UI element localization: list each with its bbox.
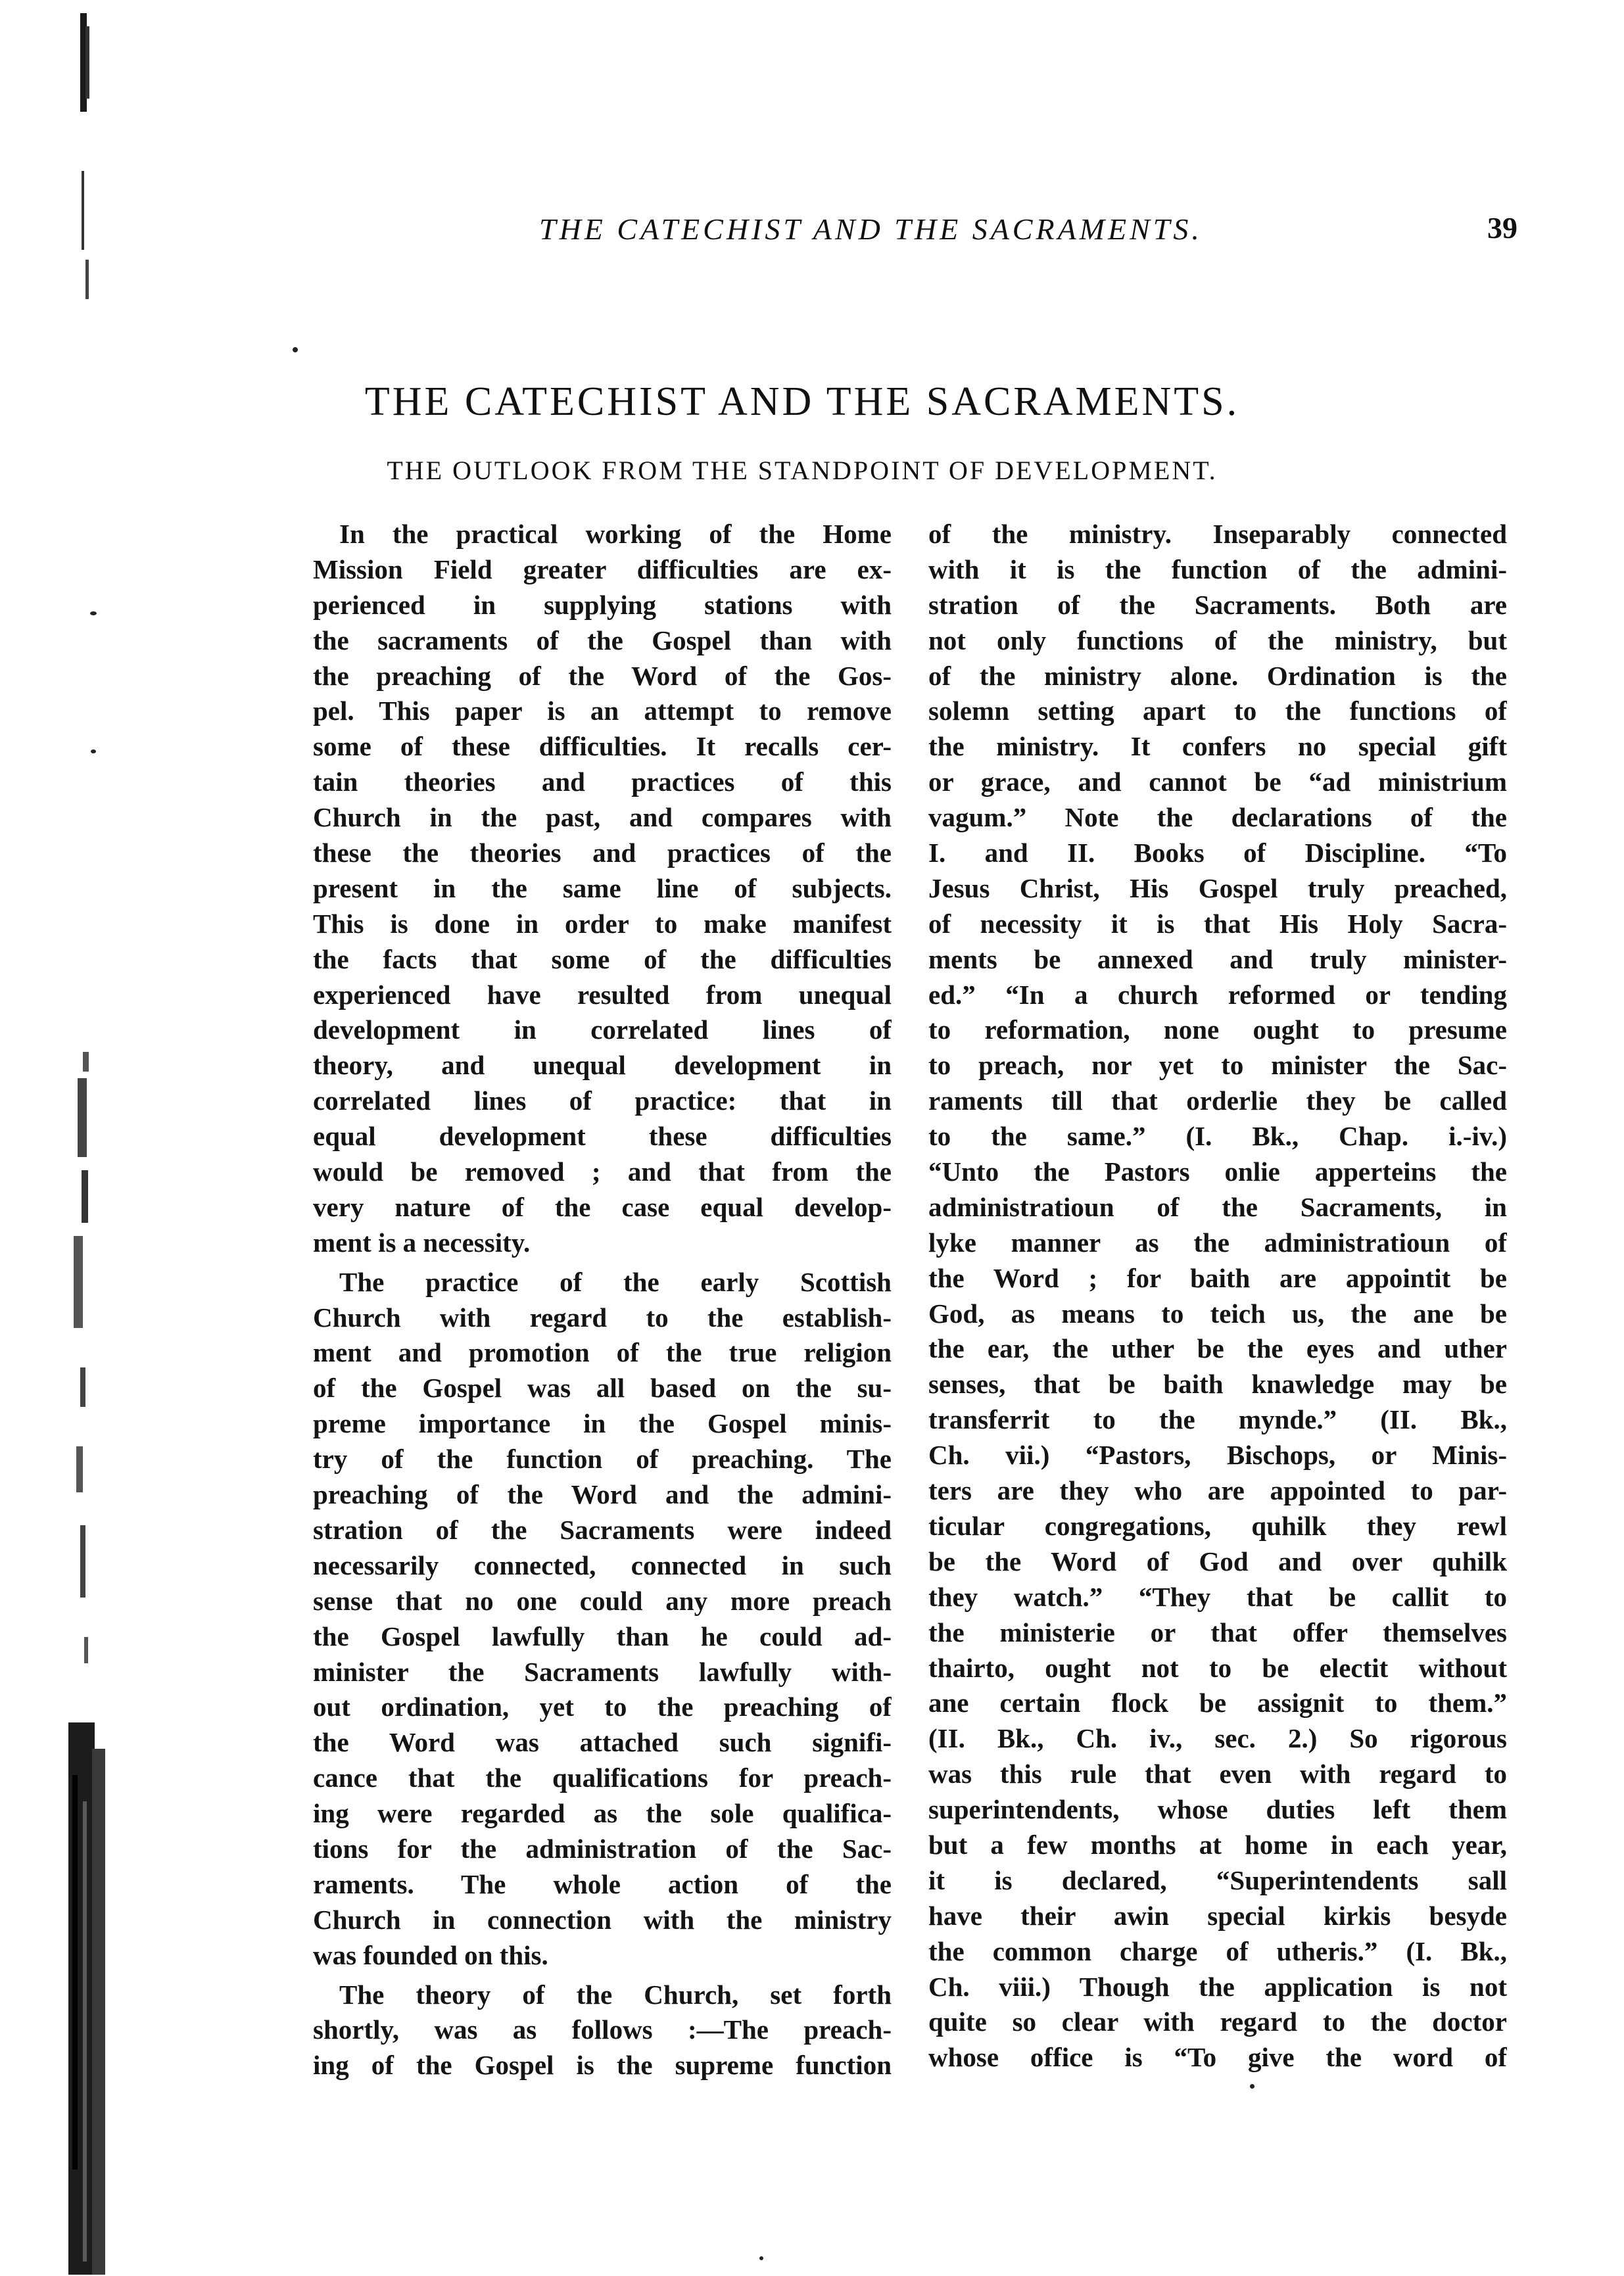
text-line: the Word was attached such signifi- <box>313 1727 892 1758</box>
text-line: was founded on this. <box>313 1939 548 1970</box>
text-line: not only functions of the ministry, but <box>928 625 1507 655</box>
text-line: tain theories and practices of this <box>313 767 892 797</box>
text-line: the facts that some of the difficulties <box>313 943 892 974</box>
text-line: God, as means to teich us, the ane be <box>928 1298 1507 1329</box>
text-line: ment and promotion of the true religion <box>313 1337 892 1368</box>
text-line: ment is a necessity. <box>313 1227 531 1258</box>
text-line: (II. Bk., Ch. iv., sec. 2.) So rigorous <box>928 1723 1507 1754</box>
text-line: would be removed ; and that from the <box>313 1156 892 1187</box>
text-line: try of the function of preaching. The <box>313 1444 892 1475</box>
text-line: the common charge of utheris.” (I. Bk., <box>928 1935 1507 1966</box>
text-line: Ch. viii.) Though the application is not <box>928 1971 1507 2002</box>
text-line: the ear, the uther be the eyes and uther <box>928 1333 1507 1364</box>
text-line: The practice of the early Scottish <box>339 1266 892 1297</box>
text-line: preme importance in the Gospel minis- <box>313 1408 892 1439</box>
scan-speck <box>90 611 97 615</box>
text-line: to reformation, none ought to presume <box>928 1014 1507 1045</box>
right-column <box>928 517 1507 2075</box>
text-line: “Unto the Pastors onlie apperteins the <box>928 1156 1507 1187</box>
text-line: raments till that orderlie they be called <box>928 1085 1507 1116</box>
text-line: minister the Sacraments lawfully with- <box>313 1656 892 1687</box>
binding-shadow <box>66 0 138 2276</box>
text-line: raments. The whole action of the <box>313 1868 892 1899</box>
text-line: quite so clear with regard to the doctor <box>928 2006 1507 2037</box>
text-line: the Word ; for baith are appointit be <box>928 1262 1507 1293</box>
text-line: perienced in supplying stations with <box>313 589 892 620</box>
text-line: the preaching of the Word of the Gos- <box>313 660 892 691</box>
text-line: some of these difficulties. It recalls cer- <box>313 731 892 762</box>
text-line: ane certain flock be assignit to them.” <box>928 1688 1507 1719</box>
text-line: preaching of the Word and the admini- <box>313 1479 892 1510</box>
text-line: superintendents, whose duties left them <box>928 1794 1507 1825</box>
text-line: or grace, and cannot be “ad ministrium <box>928 767 1507 797</box>
text-line: be the Word of God and over quhilk <box>928 1546 1507 1577</box>
text-line: of the Gospel was all based on the su- <box>313 1373 892 1404</box>
text-line: equal development these difficulties <box>313 1121 892 1152</box>
text-line: lyke manner as the administratioun of <box>928 1227 1507 1258</box>
text-line: ters are they who are appointed to par- <box>928 1475 1507 1506</box>
text-line: Church in the past, and compares with <box>313 802 892 833</box>
text-line: ticular congregations, quhilk they rewl <box>928 1510 1507 1541</box>
text-line: with it is the function of the admini- <box>928 554 1507 584</box>
text-line: stration of the Sacraments. Both are <box>928 589 1507 620</box>
text-line: they watch.” “They that be callit to <box>928 1581 1507 1612</box>
scan-noise-graphic <box>66 0 138 2276</box>
article-subtitle: THE OUTLOOK FROM THE STANDPOINT OF DEVELOPMENT. <box>387 456 1218 485</box>
text-line: Jesus Christ, His Gospel truly preached, <box>928 872 1507 903</box>
text-line: theory, and unequal development in <box>313 1050 892 1081</box>
text-line: administratioun of the Sacraments, in <box>928 1191 1507 1222</box>
text-line: of necessity it is that His Holy Sacra- <box>928 908 1507 939</box>
text-line: was this rule that even with regard to <box>928 1759 1507 1790</box>
text-line: Ch. vii.) “Pastors, Bischops, or Minis- <box>928 1440 1507 1471</box>
text-line: whose office is “To give the word of <box>928 2042 1507 2073</box>
text-line: In the practical working of the Home <box>339 519 892 549</box>
text-line: the ministry. It confers no special gift <box>928 731 1507 762</box>
text-line: to the same.” (I. Bk., Chap. i.-iv.) <box>928 1121 1507 1152</box>
text-line: vagum.” Note the declarations of the <box>928 802 1507 833</box>
text-line: The theory of the Church, set forth <box>339 1979 892 2010</box>
text-line: tions for the administration of the Sac- <box>313 1833 892 1864</box>
text-line: the sacraments of the Gospel than with <box>313 625 892 655</box>
text-line: very nature of the case equal develop- <box>313 1191 892 1222</box>
text-line: of the ministry alone. Ordination is the <box>928 660 1507 691</box>
text-line: Church in connection with the ministry <box>313 1904 892 1935</box>
text-line: stration of the Sacraments were indeed <box>313 1514 892 1545</box>
text-line: of the ministry. Inseparably connected <box>928 519 1507 549</box>
text-line: development in correlated lines of <box>313 1014 892 1045</box>
text-line: but a few months at home in each year, <box>928 1829 1507 1860</box>
running-head: THE CATECHIST AND THE SACRAMENTS. <box>539 212 1203 246</box>
text-line: out ordination, yet to the preaching of <box>313 1692 892 1722</box>
text-line: ments be annexed and truly minister- <box>928 943 1507 974</box>
text-line: ed.” “In a church reformed or tending <box>928 979 1507 1010</box>
text-line: solemn setting apart to the functions of <box>928 696 1507 726</box>
text-line: to preach, nor yet to minister the Sac- <box>928 1050 1507 1081</box>
text-line: the Gospel lawfully than he could ad- <box>313 1621 892 1651</box>
text-line: ing were regarded as the sole qualifica- <box>313 1798 892 1829</box>
left-column <box>313 517 892 2083</box>
text-line: shortly, was as follows :—The preach- <box>313 2014 892 2045</box>
text-line: correlated lines of practice: that in <box>313 1085 892 1116</box>
text-line: present in the same line of subjects. <box>313 872 892 903</box>
text-line: senses, that be baith knawledge may be <box>928 1369 1507 1400</box>
scan-speck <box>91 749 96 753</box>
text-line: have their awin special kirkis besyde <box>928 1900 1507 1931</box>
text-line: it is declared, “Superintendents sall <box>928 1864 1507 1895</box>
text-line: cance that the qualifications for preach- <box>313 1763 892 1793</box>
text-line: pel. This paper is an attempt to remove <box>313 696 892 726</box>
scan-speck <box>1250 2084 1254 2089</box>
text-line: transferrit to the mynde.” (II. Bk., <box>928 1404 1507 1435</box>
text-line: thairto, ought not to be electit without <box>928 1652 1507 1683</box>
text-line: these the theories and practices of the <box>313 838 892 868</box>
text-line: experienced have resulted from unequal <box>313 979 892 1010</box>
text-line: Mission Field greater difficulties are ex- <box>313 554 892 584</box>
text-line: necessarily connected, connected in such <box>313 1550 892 1580</box>
scan-speck <box>759 2256 763 2260</box>
article-title: THE CATECHIST AND THE SACRAMENTS. <box>364 379 1240 424</box>
text-line: This is done in order to make manifest <box>313 908 892 939</box>
scan-speck <box>293 347 298 352</box>
text-line: the ministerie or that offer themselves <box>928 1617 1507 1648</box>
text-line: Church with regard to the establish- <box>313 1302 892 1333</box>
page-number: 39 <box>1487 211 1517 245</box>
text-line: ing of the Gospel is the supreme function <box>313 2050 892 2081</box>
text-line: sense that no one could any more preach <box>313 1585 892 1616</box>
text-line: I. and II. Books of Discipline. “To <box>928 838 1507 868</box>
